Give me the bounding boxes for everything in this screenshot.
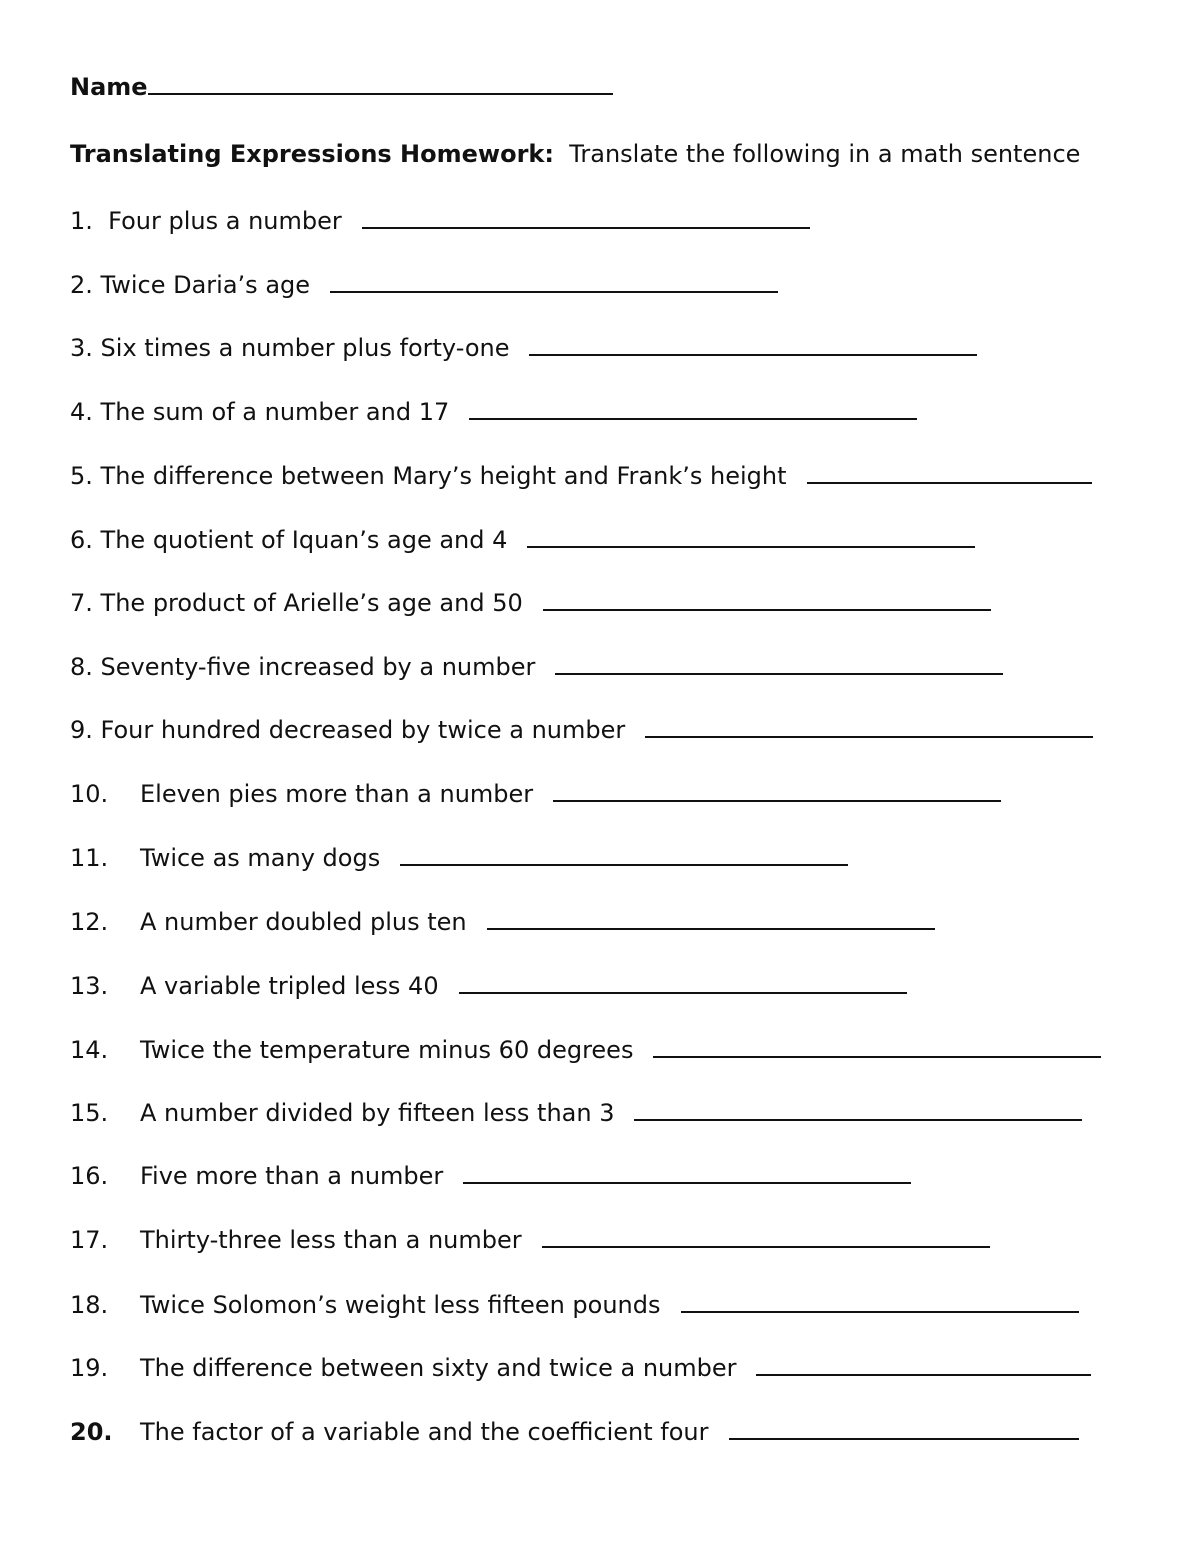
question-number: 5. [70, 462, 93, 490]
answer-blank[interactable] [729, 1418, 1079, 1440]
question-number: 16. [70, 1162, 109, 1190]
answer-blank[interactable] [487, 908, 935, 930]
question-item [70, 1098, 1082, 1128]
question-number: 12. [70, 908, 109, 936]
question-item [70, 1225, 990, 1255]
question-text: The factor of a variable and the coefficient four [140, 1418, 709, 1446]
answer-blank[interactable] [529, 334, 977, 356]
question-number: 9. [70, 716, 93, 744]
answer-blank[interactable] [469, 398, 917, 420]
question-item [70, 652, 1003, 682]
answer-blank[interactable] [555, 653, 1003, 675]
question-text: A number divided by fifteen less than 3 [140, 1099, 615, 1127]
question-number: 15. [70, 1099, 109, 1127]
question-text: Thirty-three less than a number [140, 1226, 522, 1254]
question-text: A number doubled plus ten [140, 908, 467, 936]
question-text: The product of Arielle’s age and 50 [100, 589, 523, 617]
answer-blank[interactable] [653, 1036, 1101, 1058]
question-item [70, 715, 1093, 745]
answer-blank[interactable] [527, 526, 975, 548]
question-number: 14. [70, 1036, 109, 1064]
question-number: 18. [70, 1291, 109, 1319]
question-text: Seventy-five increased by a number [100, 653, 536, 681]
question-item [70, 1353, 1091, 1383]
answer-blank[interactable] [543, 589, 991, 611]
answer-blank[interactable] [459, 972, 907, 994]
question-number: 20. [70, 1418, 113, 1446]
question-number: 17. [70, 1226, 109, 1254]
answer-blank[interactable] [807, 462, 1092, 484]
name-line [70, 72, 613, 102]
question-text: Twice Solomon’s weight less fifteen pounds [140, 1291, 661, 1319]
question-item [70, 206, 810, 236]
question-number: 8. [70, 653, 93, 681]
question-number: 2. [70, 271, 93, 299]
question-item [70, 397, 917, 427]
worksheet-title [70, 139, 1080, 169]
question-text: A variable tripled less 40 [140, 972, 439, 1000]
answer-blank[interactable] [756, 1354, 1091, 1376]
question-text: Twice the temperature minus 60 degrees [140, 1036, 634, 1064]
question-item [70, 270, 778, 300]
answer-blank[interactable] [362, 207, 810, 229]
question-number: 1. [70, 207, 93, 235]
question-text: The difference between Mary’s height and Frank’s height [100, 462, 787, 490]
question-item [70, 588, 991, 618]
question-text: Five more than a number [140, 1162, 444, 1190]
question-number: 11. [70, 844, 109, 872]
question-item [70, 1417, 1079, 1447]
question-item [70, 907, 935, 937]
question-number: 10. [70, 780, 109, 808]
title-heading: Translating Expressions Homework: [70, 140, 554, 168]
answer-blank[interactable] [330, 271, 778, 293]
question-item [70, 843, 848, 873]
question-number: 4. [70, 398, 93, 426]
question-text: The quotient of Iquan’s age and 4 [100, 526, 508, 554]
answer-blank[interactable] [645, 716, 1093, 738]
name-label: Name [70, 73, 148, 101]
title-instruction: Translate the following in a math sentence [569, 140, 1081, 168]
question-item [70, 1161, 911, 1191]
answer-blank[interactable] [553, 780, 1001, 802]
question-item [70, 333, 977, 363]
answer-blank[interactable] [463, 1162, 911, 1184]
question-number: 7. [70, 589, 93, 617]
name-answer-blank[interactable] [148, 73, 613, 95]
question-text: Four plus a number [108, 207, 342, 235]
question-item [70, 1290, 1079, 1320]
question-item [70, 779, 1001, 809]
answer-blank[interactable] [634, 1099, 1082, 1121]
question-text: Four hundred decreased by twice a number [100, 716, 626, 744]
answer-blank[interactable] [681, 1291, 1079, 1313]
question-number: 3. [70, 334, 93, 362]
question-number: 6. [70, 526, 93, 554]
question-number: 19. [70, 1354, 109, 1382]
question-item [70, 1035, 1101, 1065]
question-text: The difference between sixty and twice a number [140, 1354, 737, 1382]
question-item [70, 461, 1092, 491]
question-text: The sum of a number and 17 [100, 398, 450, 426]
answer-blank[interactable] [542, 1226, 990, 1248]
question-item [70, 971, 907, 1001]
question-number: 13. [70, 972, 109, 1000]
question-text: Six times a number plus forty-one [100, 334, 510, 362]
question-text: Twice Daria’s age [100, 271, 311, 299]
question-text: Eleven pies more than a number [140, 780, 534, 808]
question-item [70, 525, 975, 555]
answer-blank[interactable] [400, 844, 848, 866]
question-text: Twice as many dogs [140, 844, 381, 872]
